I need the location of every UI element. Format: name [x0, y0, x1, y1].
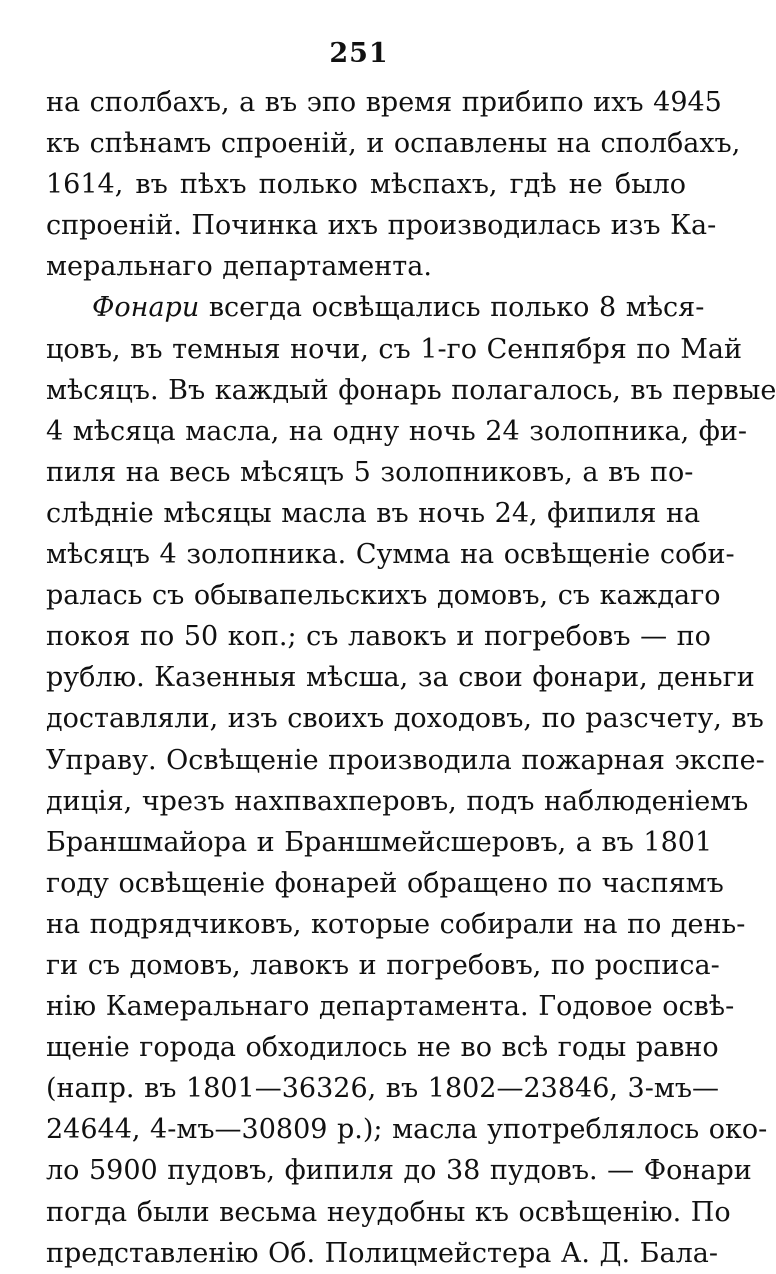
text-line: щеніе города обходилось не во всѣ годы равно [46, 1032, 719, 1064]
text-line: диція, чрезъ нахпвахперовъ, подъ наблюденіемъ [46, 785, 749, 817]
body-text [46, 82, 776, 1274]
text-line: (напр. въ 1801—36326, въ 1802—23846, 3-мъ— [46, 1073, 720, 1105]
paragraph-lead-word: Фонари [92, 292, 200, 324]
text-line: 24644, 4-мъ—30809 р.); масла употреблялось око- [46, 1114, 768, 1146]
text-line: представленію Об. Полицмейстера А. Д. Бала- [46, 1237, 718, 1269]
text-line: покоя по 50 коп.; съ лавокъ и погребовъ — по [46, 621, 711, 653]
text-line: Браншмайора и Браншмейсшеровъ, а въ 1801 [46, 826, 713, 858]
text-line: меральнаго департамента. [46, 251, 432, 283]
text-line: ралась съ обывапельскихъ домовъ, съ каждаго [46, 580, 721, 612]
text-line: Управу. Освѣщеніе производила пожарная экспе- [46, 744, 765, 776]
text-line: нію Камеральнаго департамента. Годовое освѣ- [46, 991, 735, 1023]
text-line: рублю. Казенныя мѣсша, за свои фонари, деньги [46, 662, 755, 694]
text-line: году освѣщеніе фонарей обращено по часпямъ [46, 867, 724, 899]
text-line: мѣсяцъ. Въ каждый фонарь полагалось, въ первые [46, 374, 776, 406]
text-line: мѣсяцъ 4 золопника. Сумма на освѣщеніе соби- [46, 539, 735, 571]
text-line: слѣдніе мѣсяцы масла въ ночь 24, фипиля на [46, 497, 701, 529]
text-line: къ спѣнамъ спроеній, и оспавлены на сполбахъ, [46, 128, 741, 160]
text-line: на сполбахъ, а въ эпо время прибипо ихъ 4945 [46, 87, 722, 118]
text-line-remainder: всегда освѣщались полько 8 мѣся- [208, 292, 705, 324]
page-number: 251 [329, 38, 389, 69]
text-line: доставляли, изъ своихъ доходовъ, по разсчету, въ [46, 703, 764, 735]
text-line: ги съ домовъ, лавокъ и погребовъ, по росписа- [46, 949, 720, 981]
text-line: 1614, въ пѣхъ полько мѣспахъ, гдѣ не было [46, 169, 686, 201]
paragraph-first-line [46, 287, 705, 328]
text-line: пиля на весь мѣсяцъ 5 золопниковъ, а въ по- [46, 456, 694, 488]
text-line: 4 мѣсяца масла, на одну ночь 24 золопника, фи- [46, 415, 747, 447]
text-line: цовъ, въ темныя ночи, съ 1-го Сенпября по Май [46, 333, 742, 365]
text-line: спроеній. Починка ихъ производилась изъ Ка- [46, 210, 717, 242]
text-line: ло 5900 пудовъ, фипиля до 38 пудовъ. — Фонари [46, 1155, 752, 1187]
text-line: на подрядчиковъ, которые собирали на по день- [46, 908, 746, 940]
text-line: погда были весьма неудобны къ освѣщенію. По [46, 1196, 731, 1228]
